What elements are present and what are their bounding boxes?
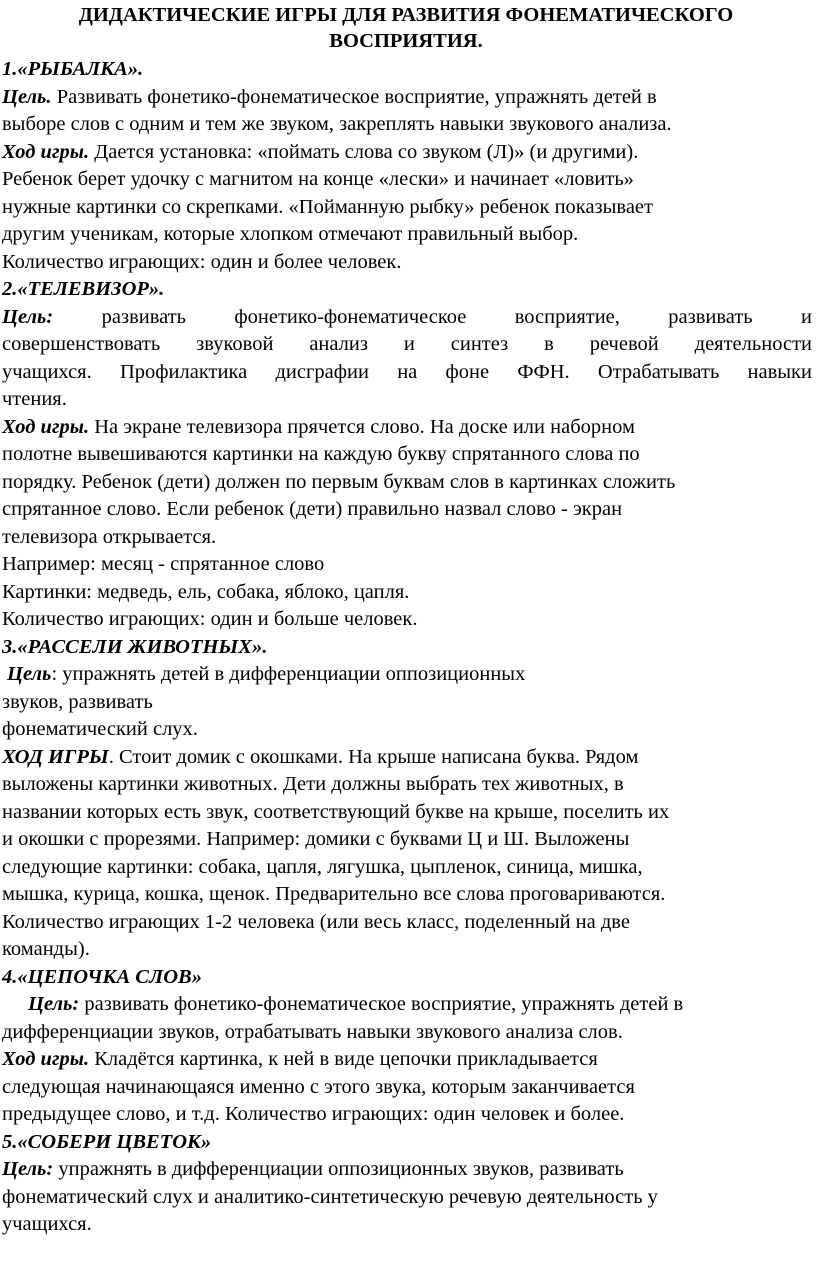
course-text: порядку. Ребенок (дети) должен по первым буквам слов в картинках сложить — [2, 470, 676, 493]
course-paragraph — [2, 414, 816, 442]
goal-text: развивать фонетико-фонематическое восприятие, развивать и — [53, 305, 812, 328]
game-heading: 2.«ТЕЛЕВИЗОР». — [2, 278, 165, 300]
example-text: Например: месяц - спрятанное слово — [2, 553, 325, 575]
course-label: Ход игры. — [2, 140, 90, 163]
goal-label: Цель. — [2, 85, 52, 108]
goal-text: дифференциации звуков, отрабатывать навыки звукового анализа слов. — [2, 1020, 623, 1043]
players-text: команды). — [2, 938, 90, 960]
goal-text: чтения. — [2, 388, 67, 410]
goal-label: Цель: — [28, 993, 80, 1015]
goal-paragraph — [2, 84, 816, 112]
title-line-1: ДИДАКТИЧЕСКИЕ ИГРЫ ДЛЯ РАЗВИТИЯ ФОНЕМАТИЧЕСКОГО — [78, 4, 734, 26]
course-text: спрятанное слово. Если ребенок (дети) правильно назвал слово - экран — [2, 498, 623, 520]
course-paragraph — [2, 1046, 816, 1074]
course-text: телевизора открывается. — [2, 525, 217, 548]
course-text: предыдущее слово, и т.д. Количество играющих: один человек и более. — [2, 1103, 625, 1125]
game-section-3 — [2, 634, 816, 964]
game-section-2 — [2, 276, 816, 634]
course-text: другим ученикам, которые хлопком отмечают правильный выбор. — [2, 223, 579, 245]
goal-text: развивать фонетико-фонематическое восприятие, упражнять детей в — [79, 993, 684, 1015]
course-paragraph — [2, 139, 816, 167]
course-text: . Стоит домик с окошками. На крыше написана буква. Рядом — [108, 745, 639, 768]
goal-paragraph — [2, 1156, 816, 1184]
game-section-5 — [2, 1129, 816, 1239]
course-text: Кладётся картинка, к ней в виде цепочки прикладывается — [89, 1048, 598, 1070]
goal-text: звуков, развивать — [2, 690, 153, 713]
goal-text: учащихся. Профилактика дисграфии на фоне ФФН. Отрабатывать навыки — [2, 360, 812, 383]
course-label: ХОД ИГРЫ — [2, 745, 109, 768]
players-text: Количество играющих: один и больше человек. — [2, 608, 418, 630]
game-heading: 3.«РАССЕЛИ ЖИВОТНЫХ». — [2, 635, 268, 658]
game-heading: 5.«СОБЕРИ ЦВЕТОК» — [2, 1130, 212, 1153]
course-text: выложены картинки животных. Дети должны выбрать тех животных, в — [2, 773, 624, 795]
pictures-text: Картинки: медведь, ель, собака, яблоко, цапля. — [2, 580, 410, 603]
goal-label: Цель: — [2, 305, 54, 328]
course-text: полотне вывешиваются картинки на каждую букву спрятанного слова по — [2, 443, 640, 465]
goal-text: учащихся. — [2, 1213, 92, 1235]
course-text: Дается установка: «поймать слова со звуком (Л)» (и другими). — [89, 140, 639, 163]
players-text: Количество играющих 1-2 человека (или весь класс, поделенный на две — [2, 910, 630, 933]
game-heading: 4.«ЦЕПОЧКА СЛОВ» — [2, 965, 202, 988]
course-text: мышка, курица, кошка, щенок. Предварительно все слова проговариваются. — [2, 883, 666, 905]
course-text: нужные картинки со скрепками. «Пойманную рыбку» ребенок показывает — [2, 195, 653, 218]
course-text: и окошки с прорезями. Например: домики с буквами Ц и Ш. Выложены — [2, 828, 630, 850]
course-paragraph — [2, 744, 816, 772]
game-heading: 1.«РЫБАЛКА». — [2, 58, 144, 80]
goal-text: фонематический слух и аналитико-синтетическую речевую деятельность у — [2, 1185, 658, 1208]
goal-text: : упражнять детей в дифференциации оппозиционных — [51, 663, 526, 685]
goal-paragraph — [2, 991, 816, 1019]
goal-label: Цель: — [2, 1158, 54, 1180]
goal-paragraph — [2, 304, 812, 332]
course-label: Ход игры. — [2, 415, 90, 438]
game-section-1 — [2, 56, 816, 276]
course-text: следующие картинки: собака, цапля, лягушка, цыпленок, синица, мишка, — [2, 855, 643, 878]
goal-paragraph — [2, 661, 816, 689]
players-text: Количество играющих: один и более человек. — [2, 250, 402, 273]
course-text: Ребенок берет удочку с магнитом на конце «лески» и начинает «ловить» — [2, 168, 634, 190]
course-label: Ход игры. — [2, 1048, 90, 1070]
goal-text: совершенствовать звуковой анализ и синтез в речевой деятельности — [2, 333, 812, 355]
goal-text: упражнять в дифференциации оппозиционных звуков, развивать — [53, 1158, 624, 1180]
goal-text: Развивать фонетико-фонематическое восприятие, упражнять детей в — [51, 85, 657, 108]
title-line-2: ВОСПРИЯТИЯ. — [329, 30, 483, 52]
course-text: На экране телевизора прячется слово. На доске или наборном — [89, 415, 635, 438]
document-title — [2, 2, 816, 54]
goal-text: выборе слов с одним и тем же звуком, закреплять навыки звукового анализа. — [2, 113, 672, 135]
game-section-4 — [2, 964, 816, 1129]
goal-text: фонематический слух. — [2, 718, 198, 740]
course-text: названии которых есть звук, соответствующий букве на крыше, поселить их — [2, 800, 670, 823]
course-text: следующая начинающаяся именно с этого звука, которым заканчивается — [2, 1075, 635, 1098]
goal-label: Цель — [7, 663, 52, 685]
